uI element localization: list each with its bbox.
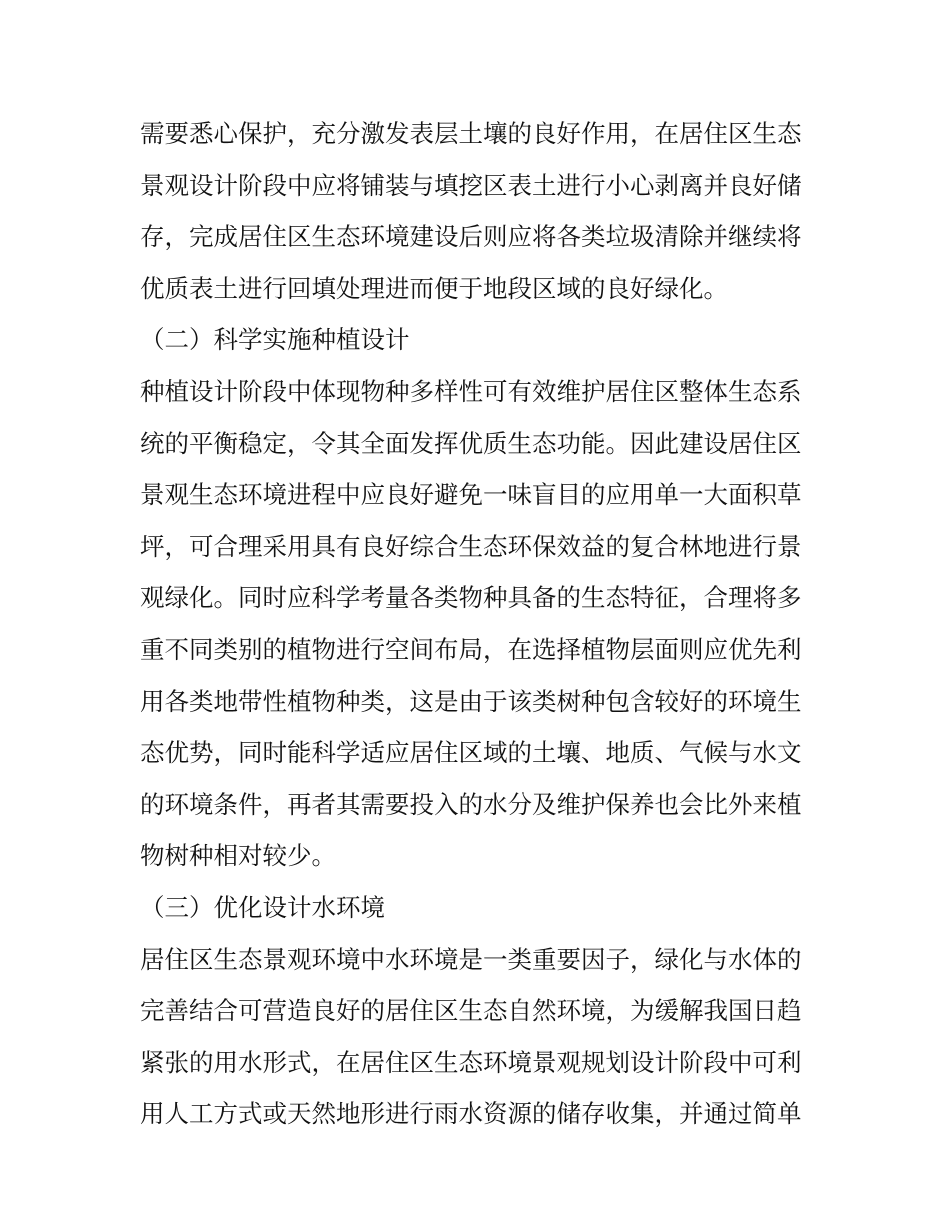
paragraph-line: 重不同类别的植物进行空间布局，在选择植物层面则应优先利 xyxy=(140,634,802,664)
paragraph-line: 存，完成居住区生态环境建设后则应将各类垃圾清除并继续将 xyxy=(140,222,802,252)
section-heading: （三）优化设计水环境 xyxy=(140,892,385,922)
paragraph-line: 态优势，同时能科学适应居住区域的土壤、地质、气候与水文 xyxy=(140,738,802,768)
paragraph-line: 优质表土进行回填处理进而便于地段区域的良好绿化。 xyxy=(140,273,728,303)
paragraph-line: 用人工方式或天然地形进行雨水资源的储存收集，并通过简单 xyxy=(140,1099,802,1129)
paragraph-line: 需要悉心保护，充分激发表层土壤的良好作用，在居住区生态 xyxy=(140,119,802,148)
paragraph-line: 物树种相对较少。 xyxy=(140,841,336,871)
paragraph-line: 景观设计阶段中应将铺装与填挖区表土进行小心剥离并良好储 xyxy=(140,170,802,200)
paragraph-line: 种植设计阶段中体现物种多样性可有效维护居住区整体生态系 xyxy=(140,376,802,406)
paragraph-line: 景观生态环境进程中应良好避免一味盲目的应用单一大面积草 xyxy=(140,480,802,510)
paragraph-line: 居住区生态景观环境中水环境是一类重要因子，绿化与水体的 xyxy=(140,944,802,974)
paragraph-line: 观绿化。同时应科学考量各类物种具备的生态特征，合理将多 xyxy=(140,583,802,613)
document-body xyxy=(140,108,815,1140)
paragraph-line: 紧张的用水形式，在居住区生态环境景观规划设计阶段中可利 xyxy=(140,1047,802,1077)
paragraph-line: 统的平衡稳定，令其全面发挥优质生态功能。因此建设居住区 xyxy=(140,428,802,458)
paragraph-line: 完善结合可营造良好的居住区生态自然环境，为缓解我国日趋 xyxy=(140,996,802,1026)
section-heading: （二）科学实施种植设计 xyxy=(140,325,410,355)
paragraph-line: 用各类地带性植物种类，这是由于该类树种包含较好的环境生 xyxy=(140,686,802,716)
paragraph-line: 坪，可合理采用具有良好综合生态环保效益的复合林地进行景 xyxy=(140,531,802,561)
paragraph-line: 的环境条件，再者其需要投入的水分及维护保养也会比外来植 xyxy=(140,789,802,819)
